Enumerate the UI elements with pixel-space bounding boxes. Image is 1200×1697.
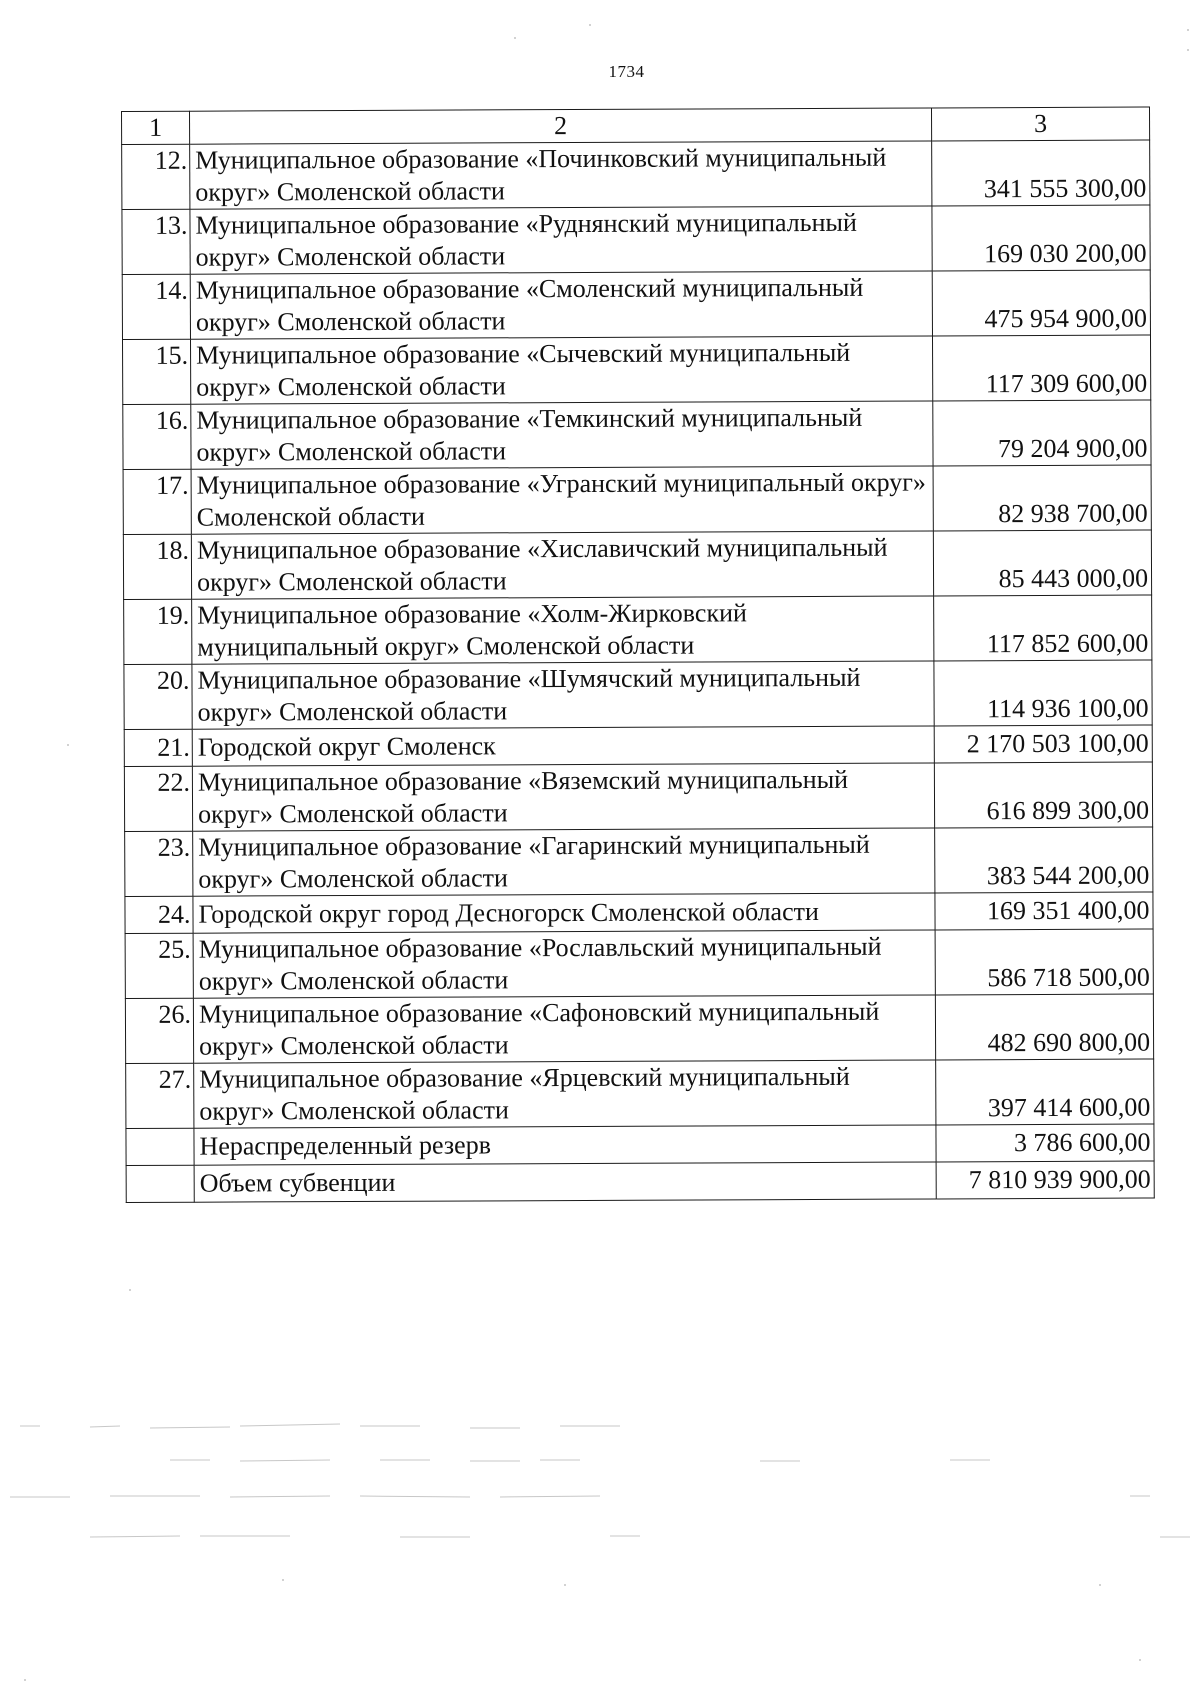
row-number: 16. <box>123 404 191 469</box>
row-amount: 7 810 939 900,00 <box>936 1161 1154 1199</box>
row-amount: 82 938 700,00 <box>933 465 1151 531</box>
row-number: 15. <box>122 339 190 404</box>
row-amount: 169 351 400,00 <box>935 892 1153 930</box>
row-name: Объем субвенции <box>194 1162 936 1202</box>
row-number: 21. <box>124 729 192 766</box>
row-number: 12. <box>122 144 190 209</box>
row-number: 25. <box>125 933 193 998</box>
row-number: 27. <box>126 1063 194 1128</box>
row-amount: 2 170 503 100,00 <box>934 725 1152 763</box>
row-name: Муниципальное образование «Смоленский муниципальный округ» Смоленской области <box>190 271 932 339</box>
column-header-3: 3 <box>931 107 1149 141</box>
row-name: Муниципальное образование «Хиславичский муниципальный округ» Смоленской области <box>191 531 933 599</box>
row-name: Муниципальное образование «Шумячский муниципальный округ» Смоленской области <box>192 661 934 729</box>
page-number: 1734 <box>608 62 645 81</box>
row-amount: 383 544 200,00 <box>935 827 1153 893</box>
row-amount: 79 204 900,00 <box>933 400 1151 466</box>
row-amount: 397 414 600,00 <box>936 1059 1154 1125</box>
row-name: Муниципальное образование «Сафоновский муниципальный округ» Смоленской области <box>193 995 935 1063</box>
row-amount: 616 899 300,00 <box>934 762 1152 828</box>
row-amount: 482 690 800,00 <box>935 994 1153 1060</box>
row-number: 22. <box>124 766 192 831</box>
row-number: 14. <box>122 274 190 339</box>
row-name: Муниципальное образование «Ярцевский муниципальный округ» Смоленской области <box>194 1060 936 1128</box>
column-header-2: 2 <box>190 108 932 144</box>
column-header-1: 1 <box>122 111 190 144</box>
row-number: 18. <box>123 534 191 599</box>
row-amount: 341 555 300,00 <box>932 140 1150 206</box>
row-number: 13. <box>122 209 190 274</box>
row-name: Городской округ город Десногорск Смоленской области <box>193 893 935 933</box>
row-name: Муниципальное образование «Рославльский муниципальный округ» Смоленской области <box>193 930 935 998</box>
row-number: 23. <box>125 831 193 896</box>
row-number: 24. <box>125 896 193 933</box>
row-amount: 475 954 900,00 <box>932 270 1150 336</box>
row-name: Муниципальное образование «Вяземский муниципальный округ» Смоленской области <box>192 763 934 831</box>
row-number: 26. <box>125 998 193 1063</box>
row-name: Муниципальное образование «Угранский муниципальный округ» Смоленской области <box>191 466 933 534</box>
row-number: 20. <box>124 664 192 729</box>
row-number: 19. <box>124 599 192 664</box>
row-amount: 114 936 100,00 <box>934 660 1152 726</box>
row-name: Муниципальное образование «Гагаринский муниципальный округ» Смоленской области <box>193 828 935 896</box>
row-amount: 169 030 200,00 <box>932 205 1150 271</box>
row-amount: 85 443 000,00 <box>933 530 1151 596</box>
row-name: Нераспределенный резерв <box>194 1125 936 1165</box>
row-name: Муниципальное образование «Руднянский муниципальный округ» Смоленской области <box>190 206 932 274</box>
row-amount: 117 852 600,00 <box>934 595 1152 661</box>
row-name: Муниципальное образование «Холм-Жирковский муниципальный округ» Смоленской области <box>192 596 934 664</box>
row-name: Муниципальное образование «Сычевский муниципальный округ» Смоленской области <box>190 336 932 404</box>
row-name: Муниципальное образование «Темкинский муниципальный округ» Смоленской области <box>191 401 933 469</box>
row-name: Городской округ Смоленск <box>192 726 934 766</box>
row-amount: 117 309 600,00 <box>932 335 1150 401</box>
row-name: Муниципальное образование «Починковский муниципальный округ» Смоленской области <box>190 141 932 209</box>
row-number: 17. <box>123 469 191 534</box>
row-amount: 586 718 500,00 <box>935 929 1153 995</box>
row-amount: 3 786 600,00 <box>936 1124 1154 1162</box>
